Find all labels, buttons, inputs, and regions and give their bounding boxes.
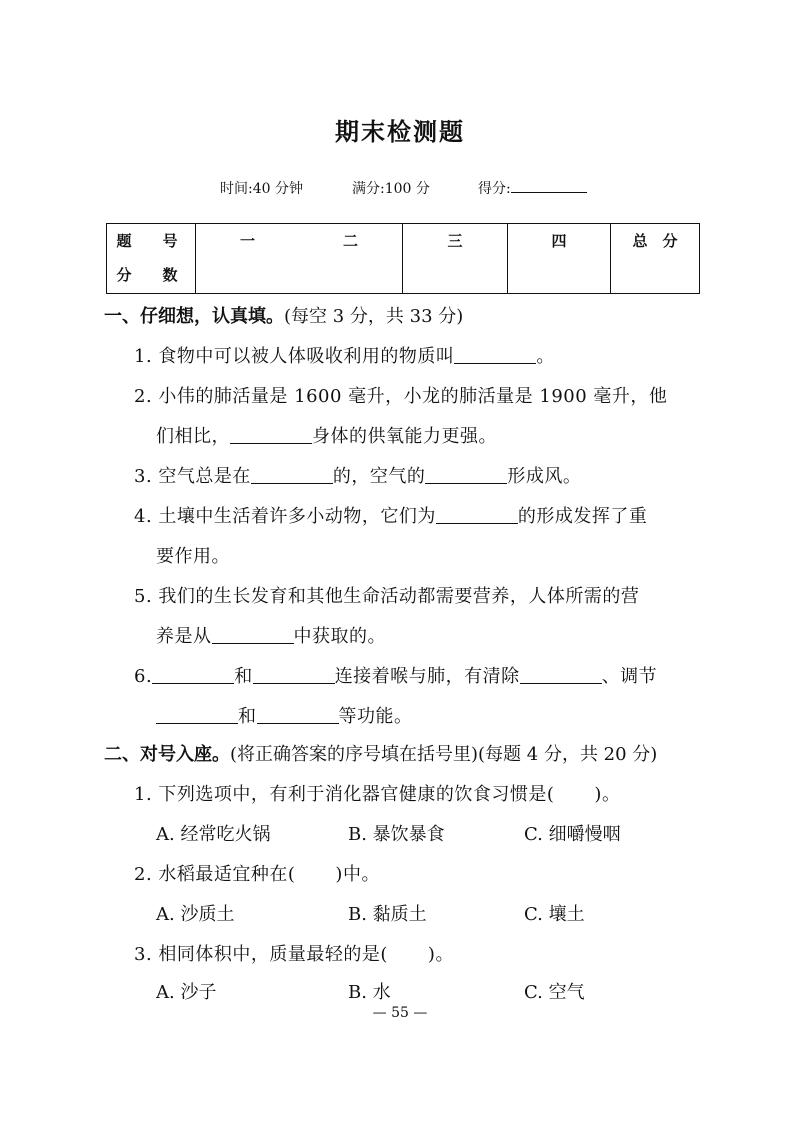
column-header-1: 一	[239, 232, 255, 250]
option-b: B. 水	[348, 982, 391, 1003]
option-a: A. 沙质土	[156, 904, 235, 925]
question-1-6: 6. 和 连接着喉与肺，有清除 、调节	[134, 666, 658, 687]
score-field	[478, 178, 587, 198]
answer-blank[interactable]	[212, 625, 294, 644]
score-blank[interactable]	[511, 192, 587, 193]
page-number: — 55 —	[372, 1005, 428, 1021]
question-1-1: 1. 食物中可以被人体吸收利用的物质叫 。	[134, 346, 555, 367]
row-label-score: 分 数	[116, 266, 186, 284]
answer-blank[interactable]	[257, 705, 339, 724]
page-title: 期末检测题	[335, 118, 465, 146]
answer-blank[interactable]	[425, 465, 507, 484]
column-header-4: 四	[551, 232, 567, 250]
question-2-3: 3. 相同体积中，质量最轻的是( )。	[134, 944, 454, 965]
score-cell-4[interactable]	[508, 224, 611, 294]
option-b: B. 黏质土	[348, 904, 427, 925]
section-2-heading	[104, 740, 657, 766]
option-b: B. 暴饮暴食	[348, 824, 445, 845]
score-table	[106, 223, 700, 294]
score-table-label-cell	[107, 224, 196, 294]
answer-blank[interactable]	[251, 465, 333, 484]
answer-blank[interactable]	[436, 505, 518, 524]
option-c: C. 壤土	[524, 904, 585, 925]
question-1-2: 2. 小伟的肺活量是 1600 毫升，小龙的肺活量是 1900 毫升，他	[134, 386, 668, 407]
option-c: C. 空气	[524, 982, 585, 1003]
question-2-2: 2. 水稻最适宜种在( )中。	[134, 864, 380, 885]
option-a: A. 经常吃火锅	[156, 824, 271, 845]
column-header-3: 三	[447, 232, 463, 250]
question-1-4-cont: 要作用。	[156, 546, 230, 567]
answer-blank[interactable]	[152, 665, 234, 684]
score-label: 得分:	[478, 181, 511, 197]
question-1-5-cont: 养是从 中获取的。	[156, 626, 386, 647]
question-1-2-cont: 们相比， 身体的供氧能力更强。	[156, 426, 497, 447]
section-1-title: 一、仔细想，认真填。	[104, 306, 284, 327]
answer-blank[interactable]	[230, 425, 312, 444]
row-label-question-number: 题 号	[116, 232, 186, 250]
full-score: 满分:100 分	[352, 181, 430, 197]
section-1-note: (每空 3 分，共 33 分)	[284, 306, 464, 327]
question-1-5: 5. 我们的生长发育和其他生命活动都需要营养，人体所需的营	[134, 586, 640, 607]
section-2-note: (将正确答案的序号填在括号里)(每题 4 分，共 20 分)	[230, 744, 658, 765]
option-c: C. 细嚼慢咽	[524, 824, 621, 845]
score-cell-3[interactable]	[403, 224, 508, 294]
score-cell-total[interactable]	[611, 224, 700, 294]
section-1-heading	[104, 302, 463, 328]
section-2-title: 二、对号入座。	[104, 744, 230, 765]
answer-blank[interactable]	[253, 665, 335, 684]
question-2-1: 1. 下列选项中，有利于消化器官健康的饮食习惯是( )。	[134, 784, 621, 805]
question-1-3: 3. 空气总是在 的，空气的 形成风。	[134, 466, 582, 487]
time-limit: 时间:40 分钟	[220, 181, 303, 197]
question-1-6-cont: 和 等功能。	[156, 702, 413, 728]
column-header-total: 总 分	[632, 232, 678, 250]
column-header-2: 二	[342, 232, 358, 250]
answer-blank[interactable]	[520, 665, 602, 684]
option-a: A. 沙子	[156, 982, 217, 1003]
answer-blank[interactable]	[156, 705, 238, 724]
question-1-4: 4. 土壤中生活着许多小动物，它们为 的形成发挥了重	[134, 506, 648, 527]
answer-blank[interactable]	[454, 345, 536, 364]
score-cell-1-2[interactable]	[196, 224, 403, 294]
